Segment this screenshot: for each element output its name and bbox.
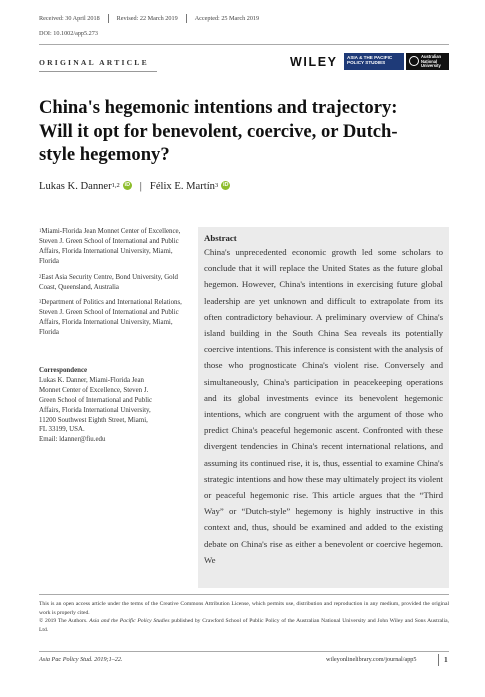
affiliation-text: Department of Politics and International Relations, Steven J. Green School of International and Public Affairs, Florida International University, Miami, Florida (39, 299, 182, 337)
affiliation-item (39, 227, 189, 267)
accepted-date: Accepted: 25 March 2019 (194, 15, 260, 22)
page-number: 1 (444, 655, 448, 664)
affiliation-text: East Asia Security Centre, Bond University, Gold Coast, Queensland, Australia (39, 273, 178, 291)
anu-logo-text: Australian (421, 54, 442, 59)
anu-logo[interactable] (406, 53, 449, 70)
orcid-icon[interactable]: iD (222, 182, 229, 188)
journal-citation: Asia Pac Policy Stud. 2019;1–22. (39, 656, 123, 663)
footer-rule (39, 651, 449, 652)
article-type: ORIGINAL ARTICLE (39, 58, 149, 67)
copyright-prefix: © 2019 The Authors. (39, 618, 88, 625)
journal-url-link[interactable]: wileyonlinelibrary.com/journal/app5 (326, 656, 417, 663)
apps-journal-logo[interactable] (344, 53, 404, 70)
correspondence-email[interactable]: Email: ldanner@fiu.edu (39, 436, 106, 444)
author-name: Lukas K. Danner (39, 181, 112, 192)
article-title (39, 96, 449, 167)
correspondence-line: FL 33199, USA. (39, 426, 85, 434)
revised-date: Revised: 22 March 2019 (116, 15, 178, 22)
divider (108, 14, 109, 23)
correspondence-heading: Correspondence (39, 367, 88, 374)
affiliations (39, 227, 189, 344)
affiliation-number: 2 (39, 274, 42, 280)
author-affiliation-ref: 1,2 (111, 182, 120, 189)
wiley-logo[interactable]: WILEY (290, 55, 338, 69)
correspondence-line: Monnet Center of Excellence, Steven J. (39, 386, 149, 394)
author-separator: | (139, 181, 142, 192)
abstract-text: China's unprecedented economic growth led some scholars to conclude that it will replace the United States as the future global hegemon. However, China's intentions in exercising future global leadership are yet unknown and difficult to extrapolate from its often contradictory behaviour. A preliminary overview of China's island building in the South China Sea reveals its potentially coercive intentions. This inference is consistent with the analysis of those who prognosticate China's violent rise. Conversely and simultaneously, China's participation in peacekeeping operations and its global investments evince its benevolent hegemonic intentions, which are congruent with the argument of those who predict China's peaceful hegemonic ascent. Confronted with these divergent tendencies in China's recent international relations, and assuming its continued rise, it is, thus, essential to examine China's strategic intentions and how these may ultimately project its violent or peaceful hegemonic rise. This article argues that the “Third Way” or “Dutch-style” hegemony is highly instructive in this context and, thus, should be examined and added to the existing debate on China's rise as either a benevolent or coercive hegemon. We (204, 247, 443, 565)
abstract-heading: Abstract (204, 233, 237, 243)
anu-logo-text: University (421, 63, 441, 69)
doi-link[interactable]: DOI: 10.1002/app5.273 (39, 30, 98, 37)
author-affiliation-ref: 3 (214, 182, 219, 189)
affiliation-item (39, 298, 189, 338)
copyright-journal: Asia and the Pacific Policy Studies (89, 618, 170, 625)
copyright-rest: published by Crawford School of Public Policy of the Australian National University and John Wiley and Sons Australia, Ltd. (39, 618, 449, 633)
correspondence (39, 366, 191, 445)
abstract-box (198, 227, 449, 588)
affiliation-number: 3 (39, 300, 42, 306)
title-line: style hegemony? (39, 144, 170, 165)
affiliation-text: Miami-Florida Jean Monnet Center of Excellence, Steven J. Green School of International and Public Affairs, Florida International University, Miami, Florida (39, 228, 181, 265)
license-notice (39, 600, 449, 634)
anu-logo-text: National (421, 58, 438, 64)
apps-logo-text: ASIA & THE PACIFIC (347, 55, 393, 60)
title-line: Will it opt for benevolent, coercive, or Dutch- (39, 120, 398, 142)
copyright-text (39, 617, 449, 634)
correspondence-line: Affairs, Florida International University, (39, 406, 151, 414)
article-history (39, 14, 259, 23)
divider (438, 654, 439, 666)
received-date: Received: 30 April 2018 (39, 15, 100, 22)
anu-seal-icon (409, 56, 419, 66)
author-name: Félix E. Martín (149, 181, 215, 192)
title-line: China's hegemonic intentions and trajectory: (39, 97, 398, 118)
correspondence-line: Green School of International and Public (39, 396, 153, 404)
orcid-icon[interactable]: iD (124, 182, 131, 188)
author-list (39, 181, 230, 192)
header-rule (39, 44, 449, 45)
footer-rule (39, 594, 449, 595)
correspondence-line: Lukas K. Danner, Miami-Florida Jean (39, 376, 144, 384)
correspondence-line: 11200 Southwest Eighth Street, Miami, (39, 416, 148, 424)
divider (186, 14, 187, 23)
affiliation-number: 1 (39, 229, 42, 234)
affiliation-item (39, 273, 189, 293)
license-text: This is an open access article under the terms of the Creative Commons Attribution License, which permits use, distribution and reproduction in any medium, provided the original work is properly cited. (39, 601, 449, 616)
article-type-rule (39, 71, 157, 72)
apps-logo-text: POLICY STUDIES (347, 60, 386, 65)
